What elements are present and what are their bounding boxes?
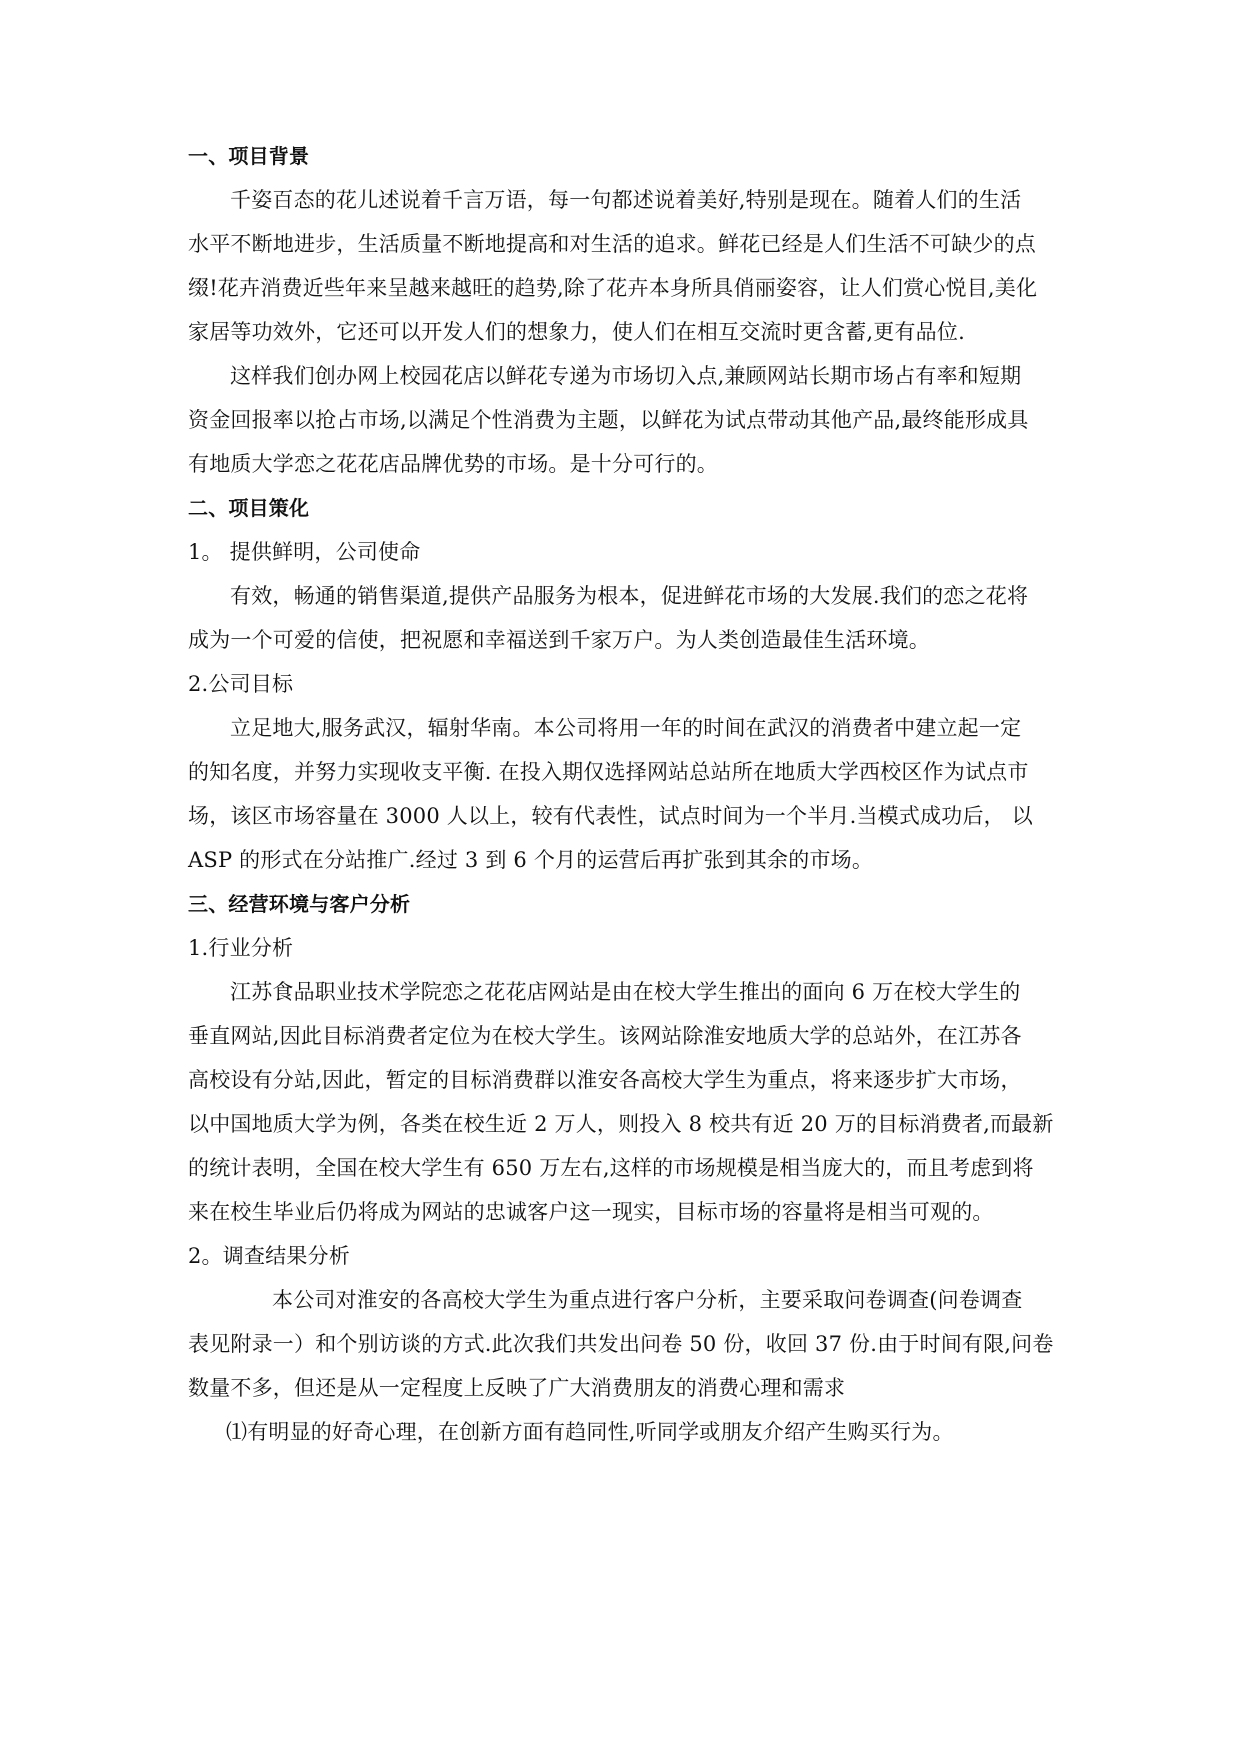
- section-heading-planning: 二、项目策化: [188, 496, 310, 520]
- paragraph-line: 缀!花卉消费近些年来呈越来越旺的趋势,除了花卉本身所具俏丽姿容，让人们赏心悦目,美化: [188, 276, 1038, 300]
- paragraph-line: 表见附录一）和个别访谈的方式.此次我们共发出问卷 50 份，收回 37 份.由于时间有限,问卷: [188, 1332, 1054, 1356]
- paragraph-line: 垂直网站,因此目标消费者定位为在校大学生。该网站除淮安地质大学的总站外，在江苏各: [188, 1024, 1022, 1048]
- list-item: ⑴有明显的好奇心理，在创新方面有趋同性,听同学或朋友介绍产生购买行为。: [226, 1420, 954, 1444]
- paragraph-line: 的知名度，并努力实现收支平衡. 在投入期仅选择网站总站所在地质大学西校区作为试点市: [188, 760, 1029, 784]
- paragraph-line: 成为一个可爱的信使，把祝愿和幸福送到千家万户。为人类创造最佳生活环境。: [188, 628, 930, 652]
- paragraph-line: 水平不断地进步，生活质量不断地提高和对生活的追求。鲜花已经是人们生活不可缺少的点: [188, 232, 1036, 256]
- paragraph-line: 高校设有分站,因此，暂定的目标消费群以淮安各高校大学生为重点，将来逐步扩大市场，: [188, 1068, 1022, 1092]
- subheading-survey: 2。调查结果分析: [188, 1244, 350, 1268]
- paragraph-line: 资金回报率以抢占市场,以满足个性消费为主题，以鲜花为试点带动其他产品,最终能形成具: [188, 408, 1029, 432]
- section-heading-background: 一、项目背景: [188, 144, 310, 168]
- subheading-industry: 1.行业分析: [188, 936, 294, 960]
- paragraph-line: 来在校生毕业后仍将成为网站的忠诚客户这一现实，目标市场的容量将是相当可观的。: [188, 1200, 994, 1224]
- paragraph-line: 有地质大学恋之花花店品牌优势的市场。是十分可行的。: [188, 452, 718, 476]
- paragraph-line: 有效，畅通的销售渠道,提供产品服务为根本，促进鲜花市场的大发展.我们的恋之花将: [230, 584, 1029, 608]
- paragraph-line: 这样我们创办网上校园花店以鲜花专递为市场切入点,兼顾网站长期市场占有率和短期: [230, 364, 1022, 388]
- section-heading-environment: 三、经营环境与客户分析: [188, 892, 411, 916]
- paragraph-line: 数量不多，但还是从一定程度上反映了广大消费朋友的消费心理和需求: [188, 1376, 846, 1400]
- paragraph-line: 立足地大,服务武汉，辐射华南。本公司将用一年的时间在武汉的消费者中建立起一定: [230, 716, 1022, 740]
- subheading-mission: 1。 提供鲜明，公司使命: [188, 540, 421, 564]
- paragraph-line: 场，该区市场容量在 3000 人以上，较有代表性，试点时间为一个半月.当模式成功后， 以: [188, 804, 1033, 828]
- paragraph-line: ASP 的形式在分站推广.经过 3 到 6 个月的运营后再扩张到其余的市场。: [188, 848, 874, 872]
- paragraph-line: 以中国地质大学为例，各类在校生近 2 万人，则投入 8 校共有近 20 万的目标消费者,而最新: [188, 1112, 1054, 1136]
- subheading-goal: 2.公司目标: [188, 672, 294, 696]
- paragraph-line: 千姿百态的花儿述说着千言万语，每一句都述说着美好,特别是现在。随着人们的生活: [230, 188, 1022, 212]
- paragraph-line: 江苏食品职业技术学院恋之花花店网站是由在校大学生推出的面向 6 万在校大学生的: [230, 980, 1021, 1004]
- paragraph-line: 家居等功效外，它还可以开发人们的想象力，使人们在相互交流时更含蓄,更有品位.: [188, 320, 965, 344]
- paragraph-line: 的统计表明，全国在校大学生有 650 万左右,这样的市场规模是相当庞大的，而且考虑到将: [188, 1156, 1034, 1180]
- paragraph-line: 本公司对淮安的各高校大学生为重点进行客户分析，主要采取问卷调查(问卷调查: [272, 1288, 1023, 1312]
